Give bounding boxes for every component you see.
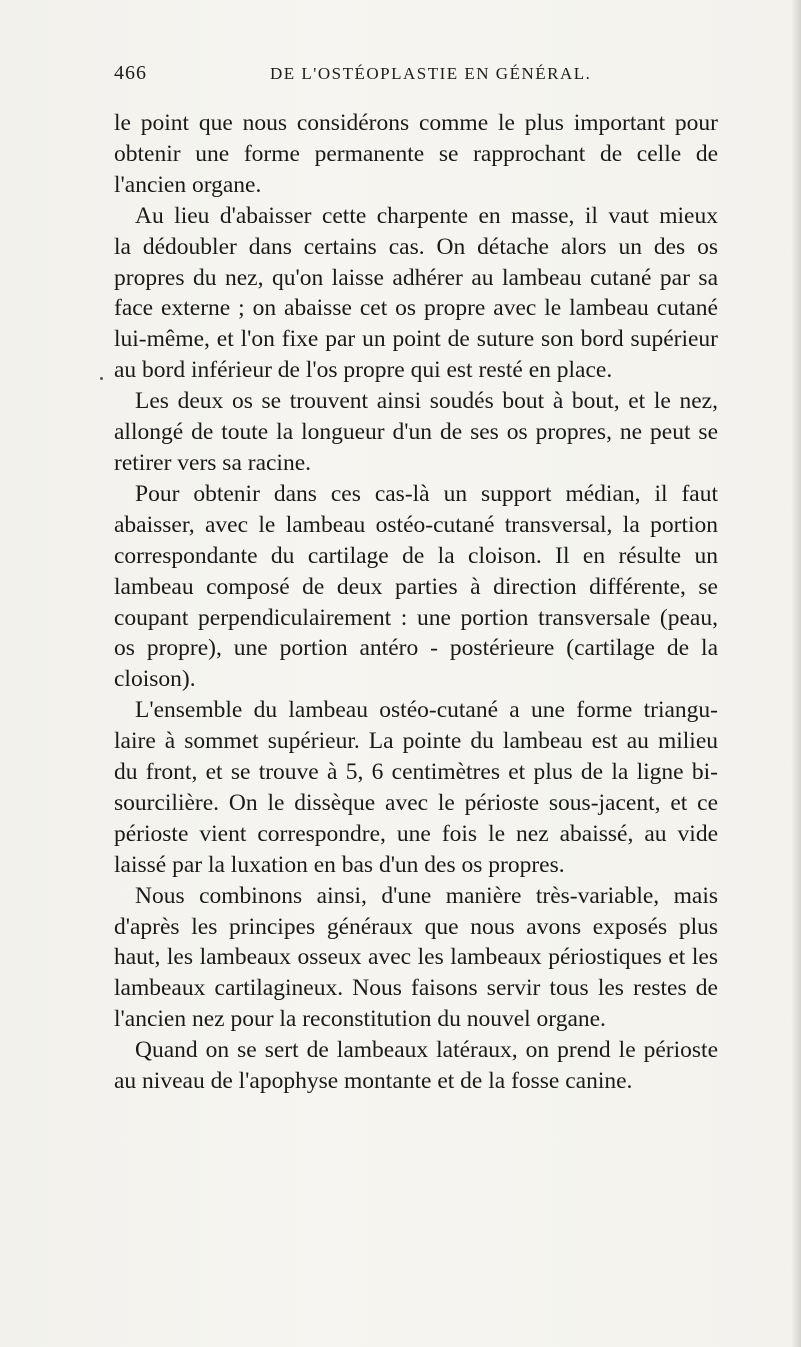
text-line: lambeau composé de deux parties à direction différente, se	[114, 573, 718, 600]
margin-mark	[100, 377, 103, 380]
text-line: L'ensemble du lambeau ostéo-cutané a une forme triangu-	[135, 697, 718, 724]
text-line: abaisser, avec le lambeau ostéo-cutané transversal, la portion	[114, 511, 718, 538]
text-line: face externe ; on abaisse cet os propre avec le lambeau cutané	[114, 295, 718, 322]
text-line: coupant perpendiculairement : une portion transversale (peau,	[114, 604, 718, 631]
text-line: Au lieu d'abaisser cette charpente en masse, il vaut mieux	[135, 202, 718, 229]
paragraph	[114, 479, 718, 695]
paragraph	[114, 108, 718, 201]
text-line: l'ancien nez pour la reconstitution du nouvel organe.	[114, 1006, 606, 1033]
page-header	[100, 62, 720, 92]
text-line: la dédoubler dans certains cas. On détache alors un des os	[114, 233, 718, 260]
text-line: d'après les principes généraux que nous avons exposés plus	[114, 913, 718, 940]
paragraph	[114, 386, 718, 479]
text-line: Les deux os se trouvent ainsi soudés bout à bout, et le nez,	[135, 388, 718, 415]
page-number: 466	[114, 62, 147, 84]
paragraph	[114, 881, 718, 1036]
body-text	[114, 108, 718, 1097]
text-line: au bord inférieur de l'os propre qui est resté en place.	[114, 357, 613, 384]
text-line: os propre), une portion antéro - postérieure (cartilage de la	[114, 635, 718, 662]
page-edge-shadow	[791, 0, 801, 1347]
text-line: sourcilière. On le dissèque avec le périoste sous-jacent, et ce	[114, 789, 718, 816]
text-line: lui-même, et l'on fixe par un point de suture son bord supérieur	[114, 326, 718, 353]
text-line: lambeaux cartilagineux. Nous faisons servir tous les restes de	[114, 975, 718, 1002]
paragraph	[114, 201, 718, 386]
text-line: retirer vers sa racine.	[114, 449, 312, 476]
text-line: cloison).	[114, 666, 196, 693]
text-line: laissé par la luxation en bas d'un des os propres.	[114, 851, 565, 878]
text-line: propres du nez, qu'on laisse adhérer au lambeau cutané par sa	[114, 264, 718, 291]
text-line: obtenir une forme permanente se rapprochant de celle de	[114, 140, 718, 167]
text-line: Nous combinons ainsi, d'une manière très-variable, mais	[135, 882, 718, 909]
text-line: du front, et se trouve à 5, 6 centimètres et plus de la ligne bi-	[114, 759, 718, 786]
text-line: périoste vient correspondre, une fois le nez abaissé, au vide	[114, 820, 718, 847]
text-line: correspondante du cartilage de la cloison. Il en résulte un	[114, 542, 718, 569]
text-line: laire à sommet supérieur. La pointe du lambeau est au milieu	[114, 728, 718, 755]
text-line: allongé de toute la longueur d'un de ses os propres, ne peut se	[114, 419, 718, 446]
paragraph	[114, 695, 718, 880]
text-line: le point que nous considérons comme le plus important pour	[114, 110, 718, 136]
running-title: DE L'OSTÉOPLASTIE EN GÉNÉRAL.	[270, 64, 592, 83]
text-line: Quand on se sert de lambeaux latéraux, on prend le périoste	[135, 1037, 718, 1064]
text-line: l'ancien organe.	[114, 171, 262, 198]
text-line: au niveau de l'apophyse montante et de la fosse canine.	[114, 1068, 633, 1095]
text-line: haut, les lambeaux osseux avec les lambeaux périostiques et les	[114, 944, 718, 971]
paragraph	[114, 1035, 718, 1097]
text-line: Pour obtenir dans ces cas-là un support médian, il faut	[135, 480, 718, 507]
